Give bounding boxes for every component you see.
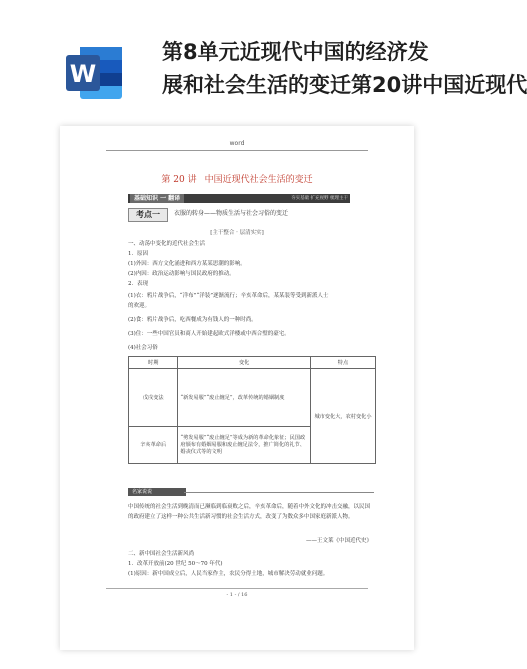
body-line: 二、新中国社会生活新风尚 [128,551,195,557]
page-header: word [229,140,245,147]
body-line: (1)衣：鸦片战争后，“洋布”“洋装”逐渐流行；辛亥革命后，某某装等受到新派人士 [128,293,329,299]
band-label: 基础知识 一 翻译 [130,194,184,203]
lesson-number: 第 20 讲 [161,175,197,185]
body-line: (3)住：一些中国官员和商人开始建起欧式洋楼或中西合璧的豪宅。 [128,331,290,337]
section-subtitle: [主干整合 · 层清实实] [210,230,264,236]
table-header: 变化 [178,357,311,369]
page-number: - 1 - / 16 [226,592,248,598]
table-header-row [129,357,376,369]
quote-source: ——王文莱《中国近代史》 [305,538,372,544]
body-line: 1．原因 [128,251,148,257]
table-cell: 城市变化大，农村变化小 [310,369,375,464]
band-right-text: 夯实基础 扩充视野 梳理主干 [291,196,348,201]
section-band [128,194,350,203]
quote-text: 中国传统的社会生活到晚清而已濒临到临衰败之后，辛亥革命后，随着中外文化的冲击交融，以民国的政府建立了这样一种公共生活新习惯的社会生活方式，改变了为数众多中国家庭新派人物。 [128,504,371,520]
customs-table [128,356,376,464]
body-line: (1)原因：新中国成立后，人民当家作主，农民分得土地，城市解决劳动就业问题。 [128,571,329,577]
body-line: 2．表现 [128,281,148,287]
table-cell: “新发易服”“废止缠足”，改革传统的婚姻制度 [178,369,311,427]
body-line: 的欢迎。 [128,303,151,309]
lesson-title [60,172,414,185]
table-header: 特点 [310,357,375,369]
body-line: (4)社会习俗 [128,345,158,351]
table-header: 时期 [129,357,178,369]
document-title [162,36,527,106]
title-line-1: 第8单元近现代中国的经济发 [162,40,429,64]
word-app-icon [62,41,126,105]
body-line: 1．改革开放前(20 世纪 50～70 年代) [128,561,223,567]
note-label: 名家说说 [128,488,186,496]
note-divider [184,492,374,493]
kaodian-label: 考点一 [128,208,168,222]
kaodian-text: 衣服的转身——物质生活与社会习俗的变迁 [174,210,289,217]
body-line: (2)内因：政治运动影响与国民政府的推动。 [128,271,235,277]
kaodian-row [128,208,358,220]
title-line-2: 展和社会生活的变迁第20讲中国近现代 [162,73,527,97]
body-line: (1)外因：西方文化涌进和西方某某思潮的影响。 [128,261,246,267]
table-cell: “剪发易服”“废止缠足”等成为新的革命化象征；民国政府颁布有婚姻易服和废止缠足法令，推广简化的礼节、婚丧仪式等的文明 [178,426,311,463]
lesson-name: 中国近现代社会生活的变迁 [204,175,313,185]
table-cell: 辛亥革命后 [129,426,178,463]
header-divider [106,150,368,151]
word-logo-letter: W [69,60,97,88]
document-page-preview [60,126,414,650]
table-cell: 戊戌变法 [129,369,178,427]
body-line: (2)食：鸦片战争后，吃西餐成为有钱人的一种时尚。 [128,317,257,323]
body-line: 一、动荡中变化的近代社会生活 [128,241,206,247]
table-row [129,369,376,427]
footer-divider [106,588,368,589]
